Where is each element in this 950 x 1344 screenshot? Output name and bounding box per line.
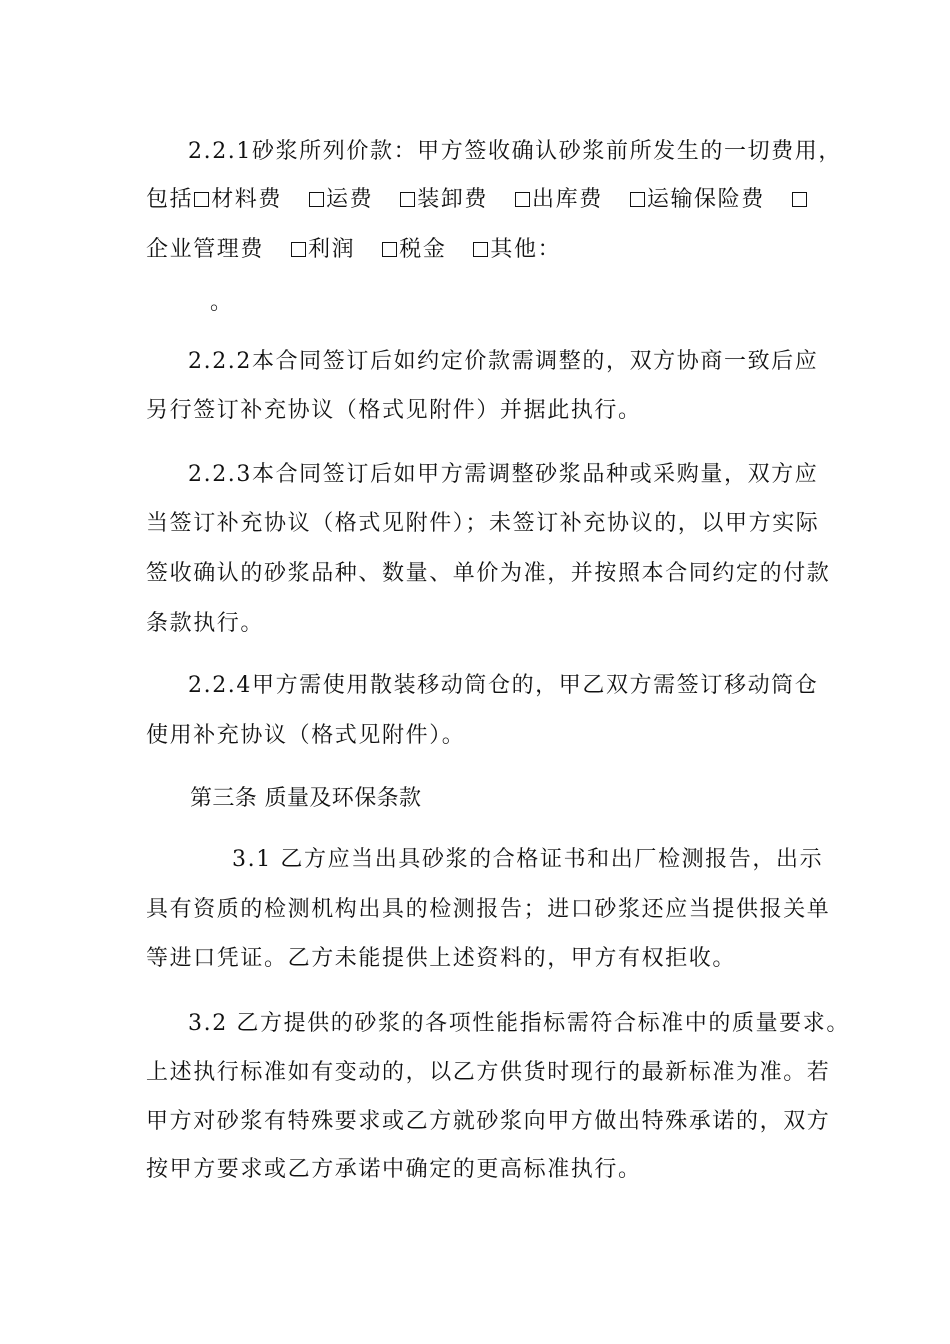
clause-3-2-line-3: 甲方对砂浆有特殊要求或乙方就砂浆向甲方做出特殊承诺的，双方 (146, 1109, 831, 1134)
management-fee-label: 企业管理费 (146, 237, 265, 262)
material-fee-checkbox[interactable] (194, 192, 209, 207)
clause-3-2-line-4: 按甲方要求或乙方承诺中确定的更高标准执行。 (146, 1157, 642, 1182)
profit-label: 利润 (308, 237, 356, 262)
tax-checkbox[interactable] (382, 242, 397, 257)
outbound-fee-label: 出库费 (532, 187, 603, 212)
article-3-heading: 第三条 质量及环保条款 (190, 786, 422, 811)
transport-insurance-label: 运输保险费 (646, 187, 765, 212)
freight-fee-checkbox[interactable] (309, 192, 324, 207)
outbound-fee-checkbox[interactable] (515, 192, 530, 207)
other-checkbox[interactable] (473, 242, 488, 257)
material-fee-label: 材料费 (211, 187, 283, 212)
clause-2-2-1-line-3 (146, 235, 561, 265)
clause-2-2-1-line-2 (146, 185, 809, 215)
clause-3-2-line-1: 3.2 乙方提供的砂浆的各项性能指标需符合标准中的质量要求。 (188, 1011, 850, 1036)
clause-2-2-2-line-2: 另行签订补充协议（格式见附件）并据此执行。 (146, 398, 642, 423)
clause-2-2-3-line-1: 2.2.3本合同签订后如甲方需调整砂浆品种或采购量，双方应 (188, 462, 819, 487)
clause-2-2-4-line-2: 使用补充协议（格式见附件）。 (146, 723, 466, 748)
clause-2-2-3-line-4: 条款执行。 (146, 611, 265, 636)
clause-3-1-line-2: 具有资质的检测机构出具的检测报告；进口砂浆还应当提供报关单 (146, 897, 831, 922)
freight-fee-label: 运费 (326, 187, 374, 212)
clause-2-2-1-line-1: 2.2.1砂浆所列价款：甲方签收确认砂浆前所发生的一切费用， (188, 139, 842, 164)
tax-label: 税金 (399, 237, 447, 262)
clause-2-2-4-line-1: 2.2.4甲方需使用散装移动筒仓的，甲乙双方需签订移动筒仓 (188, 673, 819, 698)
management-fee-checkbox[interactable] (792, 192, 807, 207)
handling-fee-checkbox[interactable] (400, 192, 415, 207)
clause-2-2-2-line-1: 2.2.2本合同签订后如约定价款需调整的，双方协商一致后应 (188, 349, 819, 374)
other-label: 其他： (490, 237, 562, 262)
clause-3-2-line-2: 上述执行标准如有变动的，以乙方供货时现行的最新标准为准。若 (146, 1060, 831, 1085)
transport-insurance-checkbox[interactable] (630, 192, 645, 207)
clause-2-2-1-period: 。 (210, 290, 234, 315)
clause-2-2-3-line-3: 签收确认的砂浆品种、数量、单价为准，并按照本合同约定的付款 (146, 561, 831, 586)
cost-includes-label: 包括 (146, 187, 194, 212)
clause-3-1-line-3: 等进口凭证。乙方未能提供上述资料的，甲方有权拒收。 (146, 946, 737, 971)
profit-checkbox[interactable] (291, 242, 306, 257)
handling-fee-label: 装卸费 (417, 187, 489, 212)
clause-3-1-line-1: 3.1 乙方应当出具砂浆的合格证书和出厂检测报告，出示 (232, 847, 824, 872)
clause-2-2-3-line-2: 当签订补充协议（格式见附件）；未签订补充协议的，以甲方实际 (146, 511, 820, 536)
